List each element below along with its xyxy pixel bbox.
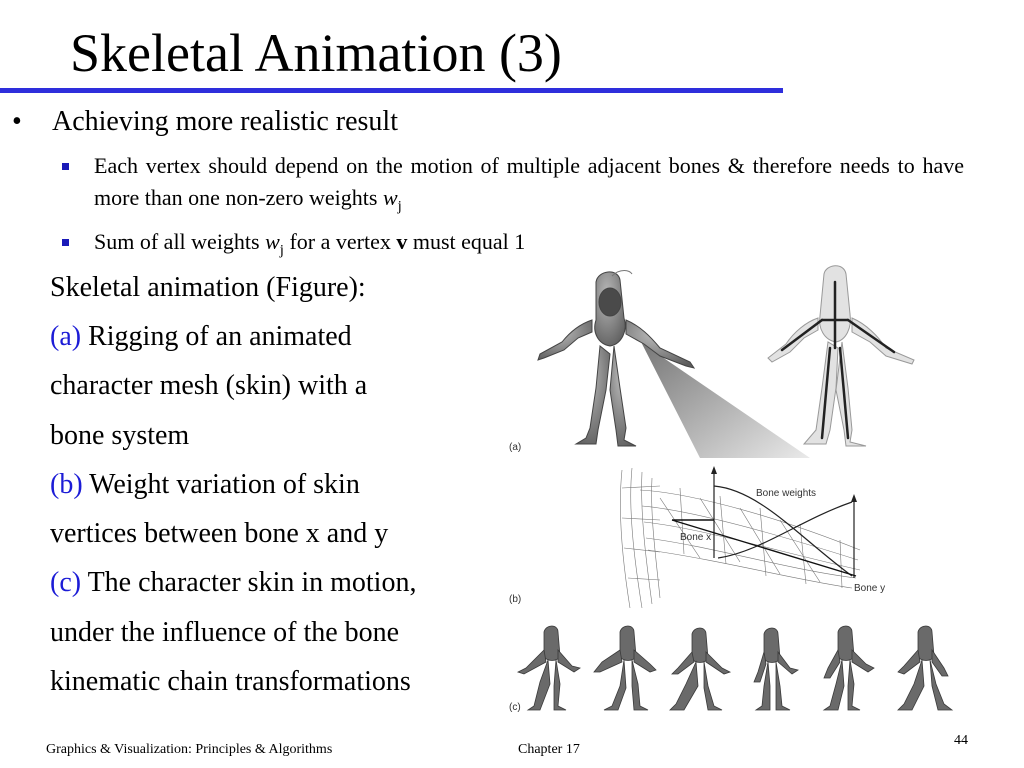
sub-bullet-1-text bbox=[94, 150, 964, 222]
caption-a-line1 bbox=[50, 319, 352, 355]
walking-character-icon bbox=[670, 628, 730, 710]
sub-bullet-2-mid: for a vertex bbox=[283, 229, 397, 254]
sub-bullet-2-pre: Sum of all weights bbox=[94, 229, 266, 254]
rigged-skeleton-icon bbox=[768, 266, 914, 446]
caption-c-line1 bbox=[50, 565, 416, 601]
square-bullet-icon bbox=[62, 239, 69, 246]
caption-b-marker: (b) bbox=[50, 469, 83, 500]
footer-chapter: Chapter 17 bbox=[518, 742, 580, 757]
weight-subscript: j bbox=[397, 198, 402, 215]
caption-b-line2: vertices between bone x and y bbox=[50, 518, 389, 549]
slide-title: Skeletal Animation (3) bbox=[70, 23, 562, 83]
weight-variable: w bbox=[265, 229, 280, 254]
walking-character-icon bbox=[898, 626, 952, 710]
figure-panel-b bbox=[509, 466, 885, 608]
caption-b-line1 bbox=[50, 467, 360, 503]
caption-a-marker: (a) bbox=[50, 321, 82, 352]
vertex-variable: v bbox=[396, 229, 408, 254]
title-underline bbox=[0, 88, 783, 93]
caption-c-marker: (c) bbox=[50, 567, 82, 598]
figure-label-b: (b) bbox=[509, 594, 522, 605]
square-bullet-icon bbox=[62, 163, 69, 170]
bone-y-label: Bone y bbox=[854, 583, 886, 594]
caption-b-text: Weight variation of skin bbox=[82, 469, 360, 500]
figure-label-a: (a) bbox=[509, 442, 522, 453]
weight-variable: w bbox=[382, 185, 398, 210]
caption-c-text: The character skin in motion, bbox=[81, 567, 417, 598]
sub-bullet-1-main: Each vertex should depend on the motion of multiple adjacent bones & therefore needs to have more than one non-zero weights bbox=[94, 153, 964, 210]
walking-character-icon bbox=[824, 626, 874, 710]
caption-a-text: Rigging of an animated bbox=[81, 321, 352, 352]
caption-c-line3: kinematic chain transformations bbox=[50, 666, 411, 697]
caption-lead: Skeletal animation (Figure): bbox=[50, 272, 366, 303]
walking-character-icon bbox=[518, 626, 580, 710]
page-number: 44 bbox=[954, 733, 968, 748]
caption-a-line3: bone system bbox=[50, 420, 190, 451]
bone-weights-label: Bone weights bbox=[756, 488, 817, 499]
weight-subscript: j bbox=[279, 242, 284, 259]
mesh-wireframe-icon bbox=[620, 468, 860, 608]
sub-bullet-2-text bbox=[94, 226, 525, 266]
bullet-main-text: Achieving more realistic result bbox=[52, 106, 398, 137]
sub-bullet-2-post: must equal 1 bbox=[407, 229, 526, 254]
figure-label-c: (c) bbox=[509, 702, 521, 713]
figure-panel-c bbox=[509, 626, 952, 713]
bone-x-label: Bone x bbox=[680, 532, 712, 543]
caption-c-line2: under the influence of the bone bbox=[50, 617, 400, 648]
walking-character-icon bbox=[594, 626, 656, 710]
footer-book-title: Graphics & Visualization: Principles & Algorithms bbox=[46, 742, 333, 757]
skeletal-animation-figure bbox=[500, 258, 970, 718]
skinned-character-icon bbox=[538, 271, 694, 447]
walking-character-icon bbox=[754, 628, 798, 710]
figure-panel-a bbox=[509, 266, 914, 458]
bullet-dot-icon: • bbox=[12, 106, 22, 137]
caption-a-line2: character mesh (skin) with a bbox=[50, 370, 368, 401]
